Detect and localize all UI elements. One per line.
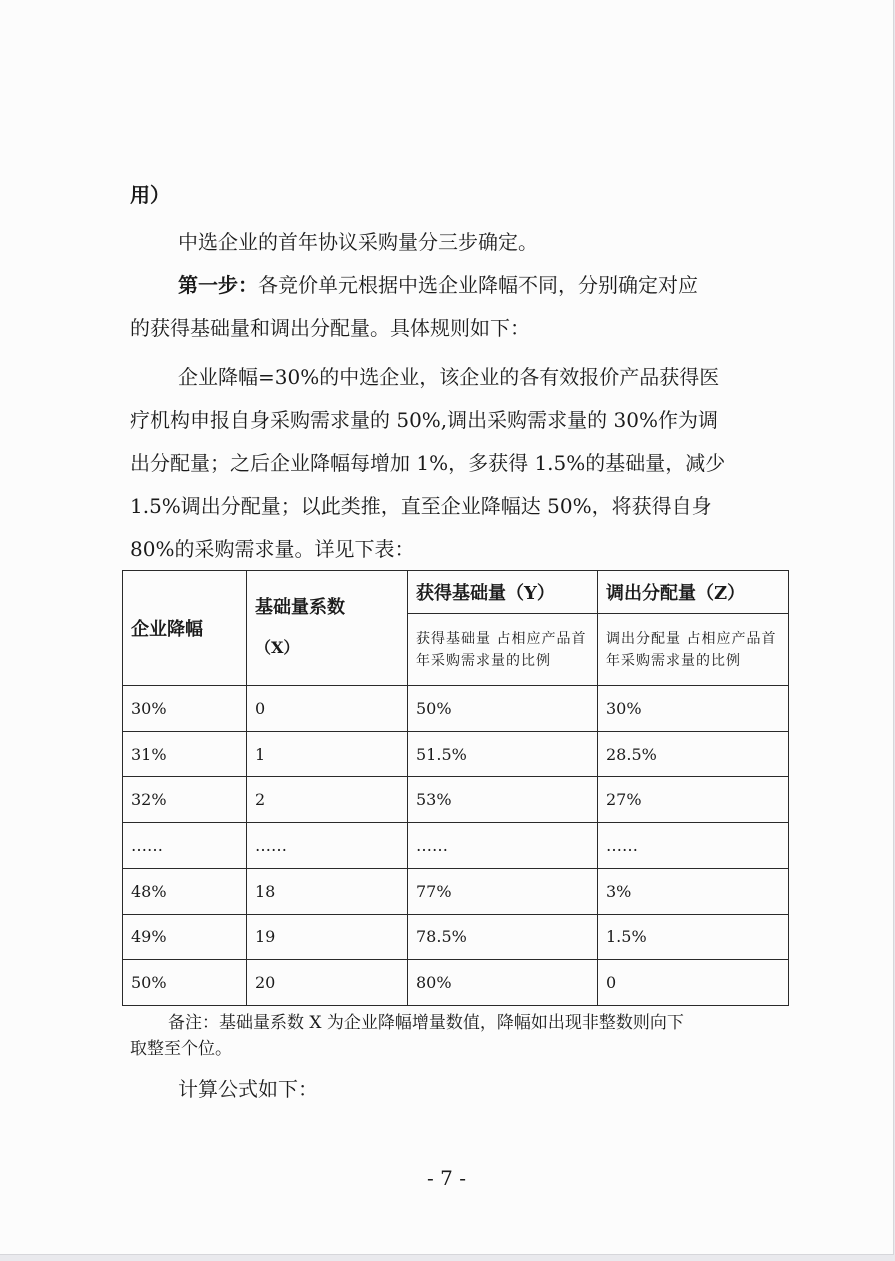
rule-line-1: 企业降幅=30%的中选企业，该企业的各有效报价产品获得医 — [178, 365, 720, 389]
table-row — [123, 868, 789, 914]
cell-coefficient: 0 — [247, 686, 408, 732]
cell-base-volume: 53% — [408, 777, 598, 823]
table-row — [123, 686, 789, 732]
table-row — [123, 823, 789, 869]
header-base-coefficient-title: 基础量系数 — [255, 597, 345, 618]
subheader-allocation-volume: 调出分配量 占相应产品首年采购需求量的比例 — [598, 614, 789, 686]
cell-coefficient: 1 — [247, 731, 408, 777]
table-row — [123, 731, 789, 777]
header-allocation-volume: 调出分配量（Z） — [598, 571, 789, 614]
cell-coefficient: …… — [247, 823, 408, 869]
cell-allocation-volume: …… — [598, 823, 789, 869]
header-base-volume: 获得基础量（Y） — [408, 571, 598, 614]
cell-cut-rate: 50% — [123, 960, 247, 1006]
rule-line-5: 80%的采购需求量。详见下表： — [130, 537, 415, 561]
cell-base-volume: 51.5% — [408, 731, 598, 777]
paragraph-intro: 中选企业的首年协议采购量分三步确定。 — [178, 230, 538, 254]
rule-line-3: 出分配量；之后企业降幅每增加 1%，多获得 1.5%的基础量，减少 — [130, 451, 726, 475]
cell-base-volume: …… — [408, 823, 598, 869]
cell-allocation-volume: 1.5% — [598, 914, 789, 960]
table-row — [123, 777, 789, 823]
cell-base-volume: 50% — [408, 686, 598, 732]
table-note — [130, 1010, 790, 1062]
rule-line-4: 1.5%调出分配量；以此类推，直至企业降幅达 50%，将获得自身 — [130, 494, 712, 518]
cell-cut-rate: 31% — [123, 731, 247, 777]
paragraph-step1-line2: 的获得基础量和调出分配量。具体规则如下： — [130, 316, 530, 340]
paragraph-fragment: 用） — [130, 183, 170, 207]
step1-text: 各竞价单元根据中选企业降幅不同，分别确定对应 — [258, 273, 698, 297]
step1-label: 第一步： — [178, 273, 258, 297]
cell-allocation-volume: 28.5% — [598, 731, 789, 777]
cell-allocation-volume: 3% — [598, 868, 789, 914]
table-row — [123, 960, 789, 1006]
header-cut-rate: 企业降幅 — [123, 571, 247, 686]
table-row — [123, 914, 789, 960]
cell-base-volume: 77% — [408, 868, 598, 914]
cell-cut-rate: 48% — [123, 868, 247, 914]
cell-cut-rate: 30% — [123, 686, 247, 732]
page-number: - 7 - — [427, 1166, 466, 1190]
cell-coefficient: 19 — [247, 914, 408, 960]
table-note-line-1: 备注：基础量系数 X 为企业降幅增量数值，降幅如出现非整数则向下 — [168, 1013, 684, 1033]
table-note-line-2: 取整至个位。 — [130, 1039, 232, 1059]
cell-coefficient: 2 — [247, 777, 408, 823]
subheader-base-volume: 获得基础量 占相应产品首年采购需求量的比例 — [408, 614, 598, 686]
cell-cut-rate: 32% — [123, 777, 247, 823]
cell-allocation-volume: 27% — [598, 777, 789, 823]
formula-intro: 计算公式如下： — [178, 1077, 318, 1101]
allocation-table — [122, 570, 789, 1006]
cell-allocation-volume: 0 — [598, 960, 789, 1006]
cell-cut-rate: 49% — [123, 914, 247, 960]
header-base-coefficient — [247, 571, 408, 686]
header-base-coefficient-symbol: （X） — [255, 638, 300, 657]
cell-coefficient: 20 — [247, 960, 408, 1006]
cell-allocation-volume: 30% — [598, 686, 789, 732]
cell-base-volume: 80% — [408, 960, 598, 1006]
rule-line-2: 疗机构申报自身采购需求量的 50%,调出采购需求量的 30%作为调 — [130, 408, 718, 432]
cell-base-volume: 78.5% — [408, 914, 598, 960]
paragraph-step1-line1 — [178, 273, 785, 297]
table-header-row — [123, 571, 789, 614]
cell-coefficient: 18 — [247, 868, 408, 914]
cell-cut-rate: …… — [123, 823, 247, 869]
